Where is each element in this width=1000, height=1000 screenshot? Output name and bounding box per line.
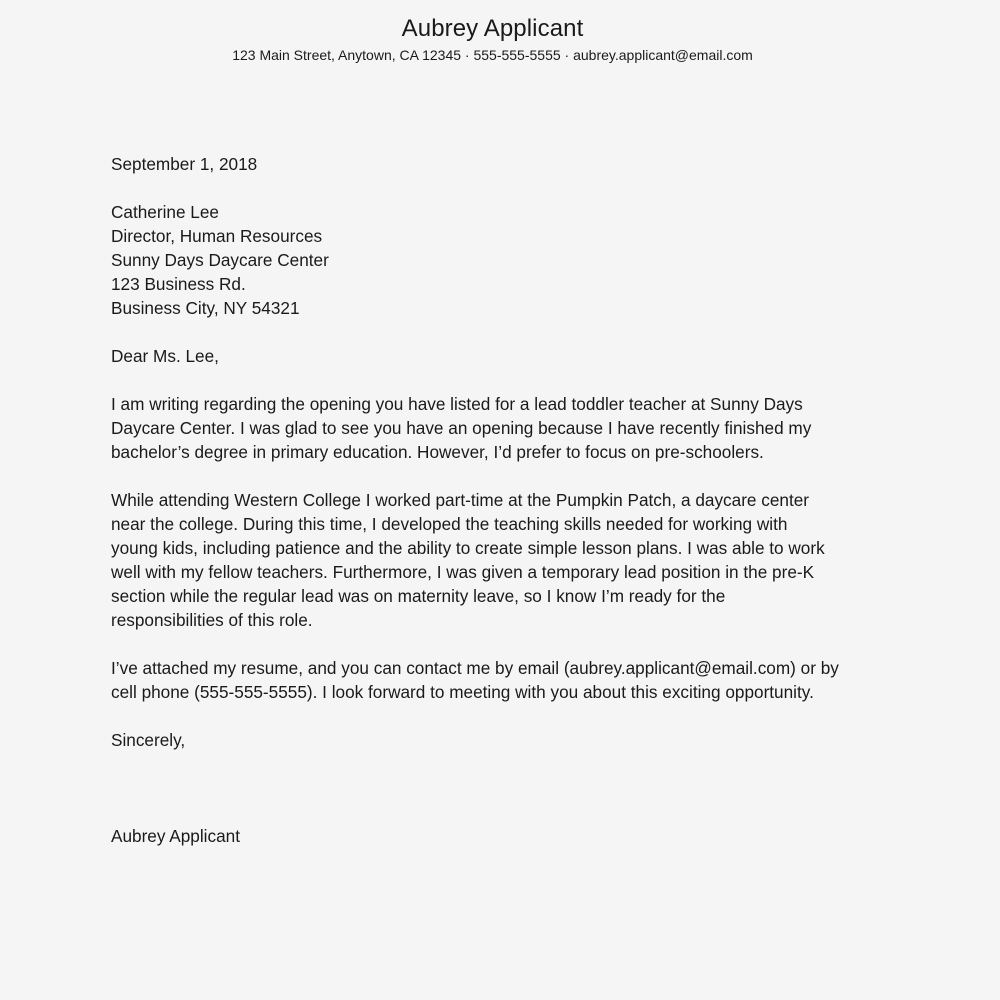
paragraph-line: near the college. During this time, I developed the teaching skills needed for working with xyxy=(111,514,788,534)
paragraph-line: young kids, including patience and the ability to create simple lesson plans. I was able to work xyxy=(111,538,825,558)
recipient-company: Sunny Days Daycare Center xyxy=(111,250,329,270)
paragraph-line: I am writing regarding the opening you have listed for a lead toddler teacher at Sunny Days xyxy=(111,394,803,414)
paragraph-line: well with my fellow teachers. Furthermore, I was given a temporary lead position in the pre-K xyxy=(111,562,815,582)
paragraph-line: cell phone (555-555-5555). I look forward to meeting with you about this exciting opportunity. xyxy=(111,682,814,702)
paragraph-line: While attending Western College I worked part-time at the Pumpkin Patch, a daycare center xyxy=(111,490,810,510)
sender-name: Aubrey Applicant xyxy=(401,15,584,42)
recipient-address-block xyxy=(111,200,881,320)
sender-contact-line: 123 Main Street, Anytown, CA 12345 · 555-555-5555 · aubrey.applicant@email.com xyxy=(232,47,753,63)
closing: Sincerely, xyxy=(111,730,186,750)
letter-body xyxy=(111,152,881,848)
paragraph-3 xyxy=(111,656,881,704)
paragraph-line: Daycare Center. I was glad to see you have an opening because I have recently finished my xyxy=(111,418,812,438)
letter-date: September 1, 2018 xyxy=(111,154,258,174)
recipient-city: Business City, NY 54321 xyxy=(111,298,300,318)
paragraph-1 xyxy=(111,392,881,464)
salutation: Dear Ms. Lee, xyxy=(111,346,219,366)
paragraph-line: responsibilities of this role. xyxy=(111,610,313,630)
paragraph-line: I’ve attached my resume, and you can contact me by email (aubrey.applicant@email.com) or by xyxy=(111,658,839,678)
paragraph-line: bachelor’s degree in primary education. However, I’d prefer to focus on pre-schoolers. xyxy=(111,442,764,462)
recipient-name: Catherine Lee xyxy=(111,202,219,222)
recipient-street: 123 Business Rd. xyxy=(111,274,246,294)
paragraph-2 xyxy=(111,488,881,632)
paragraph-line: section while the regular lead was on maternity leave, so I know I’m ready for the xyxy=(111,586,726,606)
letterhead xyxy=(0,14,985,65)
recipient-title: Director, Human Resources xyxy=(111,226,323,246)
signature-name: Aubrey Applicant xyxy=(111,826,240,846)
